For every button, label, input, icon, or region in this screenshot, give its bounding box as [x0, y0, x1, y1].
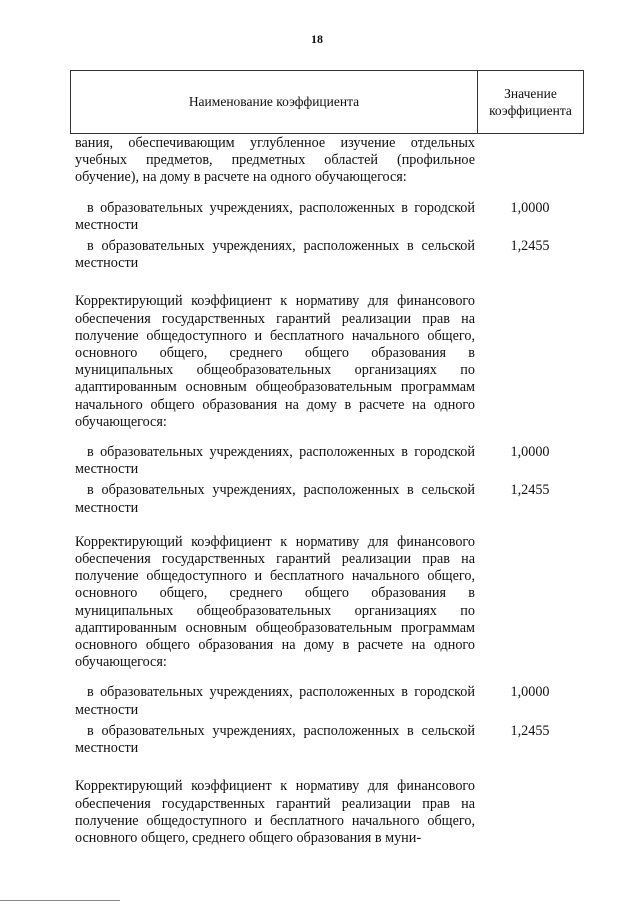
coefficient-description: вания, обеспечивающим углубленное изучение отдельных учебных предметов, предметных областей (профильное обучение), на дому в расчете на одного обучающегося:: [75, 135, 475, 186]
coefficient-intro: [75, 534, 585, 672]
row-label: в образовательных учреждениях, расположенных в городской местности: [75, 684, 475, 718]
row-value: 1,0000: [510, 444, 550, 461]
coefficient-intro: [75, 293, 585, 431]
row-value: 1,2455: [510, 238, 550, 255]
row-label: в образовательных учреждениях, расположенных в сельской местности: [75, 722, 475, 757]
row-value: 1,0000: [510, 684, 550, 701]
coefficient-row: [75, 723, 585, 757]
coefficient-row: [75, 482, 585, 516]
coefficient-description: Корректирующий коэффициент к нормативу для финансового обеспечения государственных гарантий реализации прав на получение общедоступного и бесплатного начального общего, основного общего, среднего общего образования в муни-: [75, 778, 475, 846]
row-value: 1,2455: [510, 482, 550, 499]
row-label: в образовательных учреждениях, расположенных в сельской местности: [75, 238, 475, 272]
document-body: [75, 135, 585, 847]
header-name-column: Наименование коэффициента: [71, 71, 478, 133]
row-value: 1,2455: [510, 722, 550, 739]
scan-artifact-line: [0, 900, 120, 901]
header-value-line-2: коэффициента: [489, 103, 572, 118]
coefficient-row: [75, 200, 585, 234]
coefficient-row: [75, 444, 585, 478]
row-label: в образовательных учреждениях, расположенных в сельской местности: [75, 482, 475, 516]
coefficient-description: Корректирующий коэффициент к нормативу для финансового обеспечения государственных гарантий реализации прав на получение общедоступного и бесплатного начального общего, основного общего, среднего общего образования в муниципальных общеобразовательных организациях по адаптированным основным общеобразовательным программам основного общего образования на дому в расчете на одного обучающегося:: [75, 533, 475, 671]
coefficient-intro: [75, 135, 585, 187]
row-label: в образовательных учреждениях, расположенных в городской местности: [75, 199, 475, 233]
page-number: 18: [311, 32, 323, 46]
row-label: в образовательных учреждениях, расположенных в городской местности: [75, 444, 475, 478]
coefficient-row: [75, 684, 585, 718]
header-value-column: [478, 71, 583, 133]
table-header: [70, 70, 584, 134]
coefficient-intro: [75, 778, 585, 847]
row-value: 1,0000: [510, 199, 550, 216]
coefficient-row: [75, 238, 585, 272]
header-value-line-1: Значение: [504, 86, 557, 101]
coefficient-description: Корректирующий коэффициент к нормативу для финансового обеспечения государственных гарантий реализации прав на получение общедоступного и бесплатного начального общего, основного общего, среднего общего образования в муниципальных общеобразовательных организациях по адаптированным основным общеобразовательным программам начального общего образования на дому в расчете на одного обучающегося:: [75, 293, 475, 430]
